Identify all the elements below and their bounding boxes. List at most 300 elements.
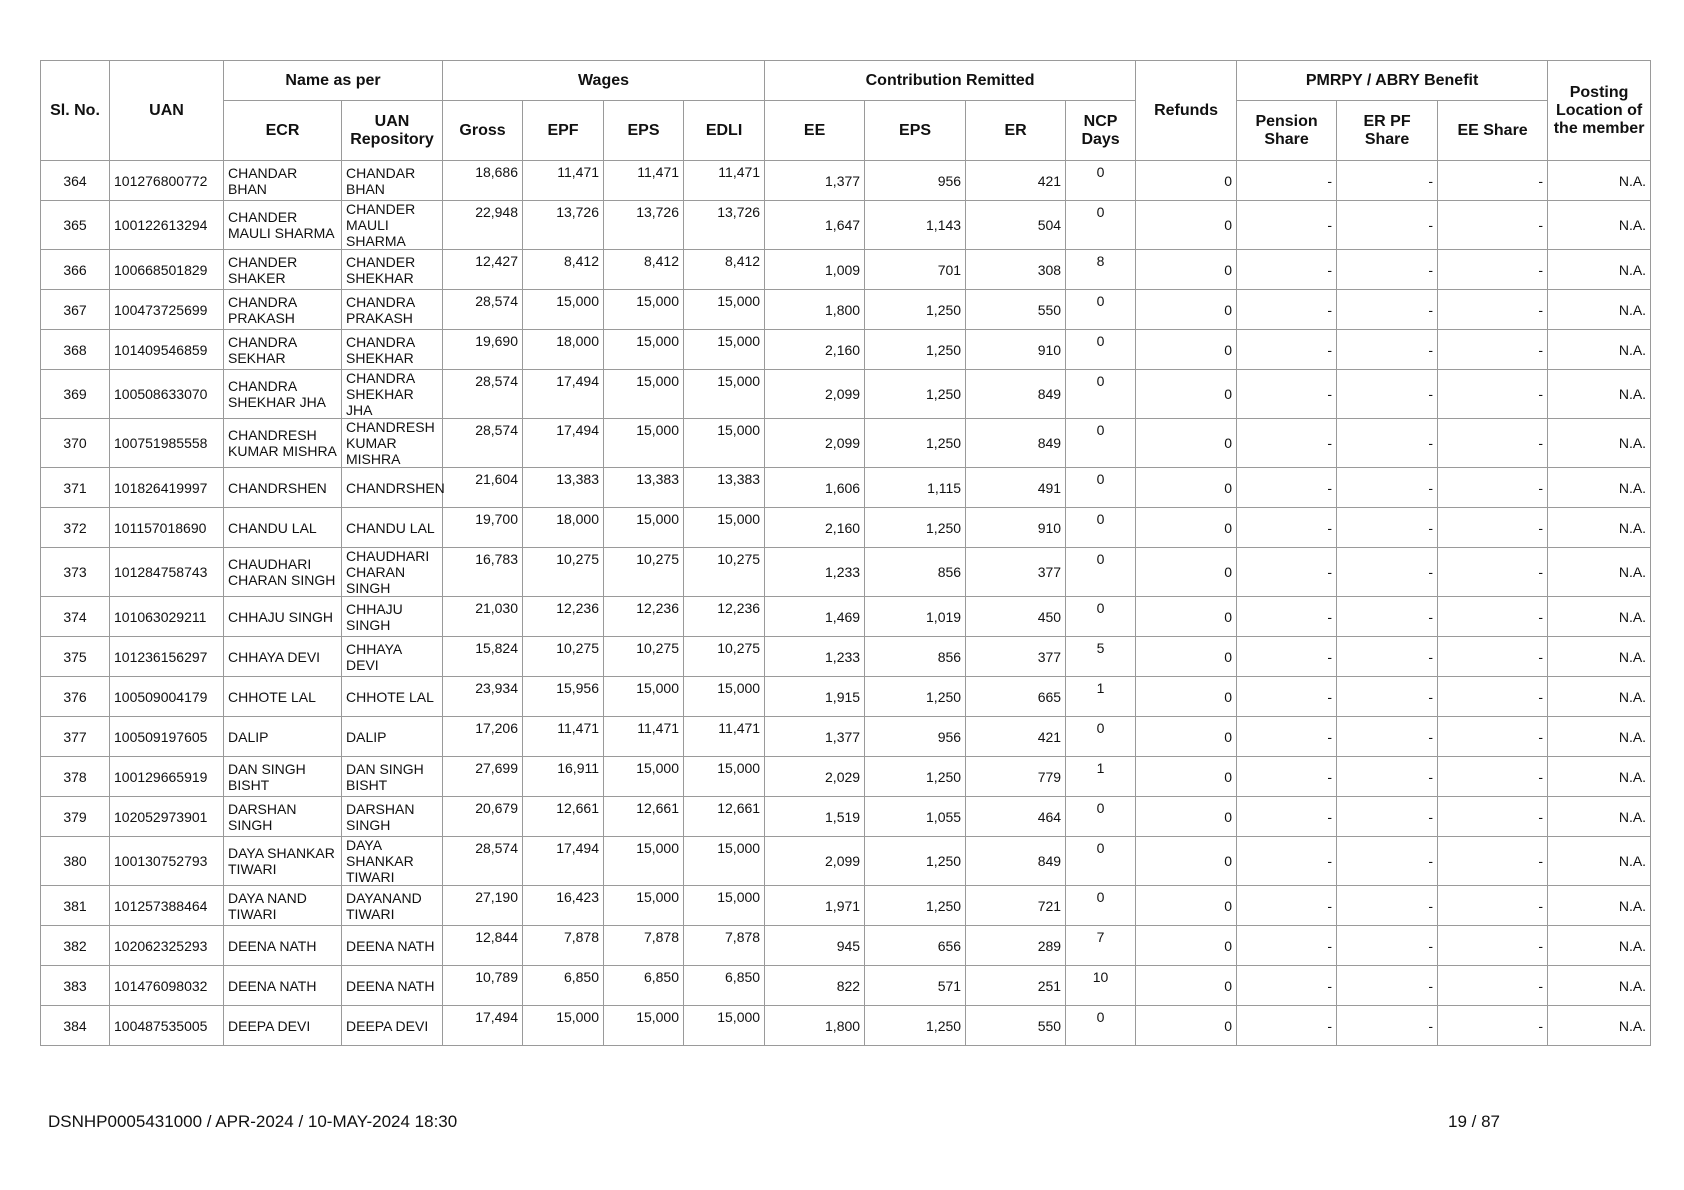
cell-refunds: 0	[1136, 419, 1237, 468]
cell-uan-repository-name: CHANDER SHEKHAR	[342, 250, 443, 290]
cell-edli: 15,000	[684, 886, 765, 926]
cell-contribution-eps: 1,250	[865, 1006, 966, 1046]
cell-edli: 11,471	[684, 717, 765, 757]
cell-edli: 12,661	[684, 797, 765, 837]
cell-epf: 10,275	[523, 637, 604, 677]
cell-ncp-days: 5	[1066, 637, 1136, 677]
cell-ecr-name: CHAUDHARI CHARAN SINGH	[224, 548, 342, 597]
cell-ee: 2,160	[765, 330, 865, 370]
cell-ncp-days: 0	[1066, 797, 1136, 837]
cell-uan-repository-name: DARSHAN SINGH	[342, 797, 443, 837]
table-row	[41, 1006, 1651, 1046]
cell-uan-repository-name: CHANDAR BHAN	[342, 161, 443, 201]
cell-sl-no: 368	[41, 330, 110, 370]
cell-gross: 27,699	[443, 757, 523, 797]
cell-uan: 101063029211	[110, 597, 224, 637]
table-row	[41, 290, 1651, 330]
cell-contribution-eps: 1,250	[865, 508, 966, 548]
cell-refunds: 0	[1136, 201, 1237, 250]
cell-ee: 2,029	[765, 757, 865, 797]
cell-epf: 17,494	[523, 419, 604, 468]
cell-ecr-name: CHHOTE LAL	[224, 677, 342, 717]
cell-gross: 27,190	[443, 886, 523, 926]
cell-uan-repository-name: CHANDRA SHEKHAR	[342, 330, 443, 370]
cell-ncp-days: 0	[1066, 548, 1136, 597]
cell-ee: 1,233	[765, 548, 865, 597]
cell-wages-eps: 15,000	[604, 370, 684, 419]
cell-ee-share: -	[1438, 419, 1548, 468]
cell-epf: 13,726	[523, 201, 604, 250]
cell-epf: 6,850	[523, 966, 604, 1006]
cell-er-pf-share: -	[1337, 290, 1438, 330]
cell-ee: 1,469	[765, 597, 865, 637]
cell-ee: 2,099	[765, 837, 865, 886]
cell-uan: 101276800772	[110, 161, 224, 201]
cell-ecr-name: DEEPA DEVI	[224, 1006, 342, 1046]
cell-uan-repository-name: CHAUDHARI CHARAN SINGH	[342, 548, 443, 597]
cell-contribution-eps: 1,250	[865, 886, 966, 926]
table-row	[41, 926, 1651, 966]
cell-uan-repository-name: CHANDRSHEN	[342, 468, 443, 508]
cell-pension-share: -	[1237, 797, 1337, 837]
cell-ee: 1,800	[765, 290, 865, 330]
cell-uan: 101476098032	[110, 966, 224, 1006]
cell-contribution-eps: 1,250	[865, 330, 966, 370]
cell-er-pf-share: -	[1337, 717, 1438, 757]
cell-epf: 18,000	[523, 330, 604, 370]
cell-er: 421	[966, 717, 1066, 757]
cell-sl-no: 372	[41, 508, 110, 548]
cell-ecr-name: CHANDER SHAKER	[224, 250, 342, 290]
cell-wages-eps: 15,000	[604, 837, 684, 886]
cell-ncp-days: 0	[1066, 370, 1136, 419]
cell-posting-location: N.A.	[1548, 637, 1651, 677]
cell-er-pf-share: -	[1337, 330, 1438, 370]
cell-ncp-days: 0	[1066, 161, 1136, 201]
cell-ecr-name: DEENA NATH	[224, 966, 342, 1006]
cell-contribution-eps: 1,115	[865, 468, 966, 508]
cell-posting-location: N.A.	[1548, 370, 1651, 419]
cell-er: 421	[966, 161, 1066, 201]
cell-ee-share: -	[1438, 1006, 1548, 1046]
cell-contribution-eps: 571	[865, 966, 966, 1006]
cell-sl-no: 375	[41, 637, 110, 677]
cell-wages-eps: 15,000	[604, 677, 684, 717]
cell-posting-location: N.A.	[1548, 677, 1651, 717]
cell-uan-repository-name: DEENA NATH	[342, 966, 443, 1006]
table-row	[41, 330, 1651, 370]
cell-uan-repository-name: DAN SINGH BISHT	[342, 757, 443, 797]
cell-uan: 102052973901	[110, 797, 224, 837]
cell-gross: 16,783	[443, 548, 523, 597]
cell-ee-share: -	[1438, 797, 1548, 837]
cell-gross: 28,574	[443, 419, 523, 468]
cell-ee: 2,099	[765, 370, 865, 419]
cell-gross: 15,824	[443, 637, 523, 677]
cell-ncp-days: 1	[1066, 757, 1136, 797]
cell-epf: 17,494	[523, 837, 604, 886]
cell-contribution-eps: 1,143	[865, 201, 966, 250]
cell-contribution-eps: 856	[865, 637, 966, 677]
cell-sl-no: 384	[41, 1006, 110, 1046]
cell-refunds: 0	[1136, 1006, 1237, 1046]
cell-refunds: 0	[1136, 161, 1237, 201]
cell-ecr-name: DAYA SHANKAR TIWARI	[224, 837, 342, 886]
cell-er-pf-share: -	[1337, 370, 1438, 419]
cell-sl-no: 371	[41, 468, 110, 508]
cell-uan-repository-name: CHHOTE LAL	[342, 677, 443, 717]
cell-er: 721	[966, 886, 1066, 926]
table-row	[41, 370, 1651, 419]
cell-refunds: 0	[1136, 757, 1237, 797]
header-er: ER	[966, 101, 1066, 161]
cell-uan-repository-name: DAYA SHANKAR TIWARI	[342, 837, 443, 886]
cell-edli: 15,000	[684, 419, 765, 468]
header-contribution-eps: EPS	[865, 101, 966, 161]
cell-uan: 101826419997	[110, 468, 224, 508]
cell-sl-no: 381	[41, 886, 110, 926]
header-wages-eps: EPS	[604, 101, 684, 161]
cell-edli: 6,850	[684, 966, 765, 1006]
cell-er-pf-share: -	[1337, 797, 1438, 837]
cell-ncp-days: 0	[1066, 886, 1136, 926]
cell-ee: 1,647	[765, 201, 865, 250]
cell-er: 849	[966, 419, 1066, 468]
cell-epf: 7,878	[523, 926, 604, 966]
cell-edli: 10,275	[684, 637, 765, 677]
cell-er-pf-share: -	[1337, 597, 1438, 637]
cell-refunds: 0	[1136, 677, 1237, 717]
cell-pension-share: -	[1237, 508, 1337, 548]
cell-posting-location: N.A.	[1548, 717, 1651, 757]
cell-pension-share: -	[1237, 886, 1337, 926]
cell-pension-share: -	[1237, 757, 1337, 797]
cell-ecr-name: DEENA NATH	[224, 926, 342, 966]
cell-uan-repository-name: CHHAJU SINGH	[342, 597, 443, 637]
cell-ncp-days: 1	[1066, 677, 1136, 717]
header-sl-no: Sl. No.	[41, 61, 110, 161]
cell-posting-location: N.A.	[1548, 250, 1651, 290]
cell-posting-location: N.A.	[1548, 548, 1651, 597]
cell-ee: 2,099	[765, 419, 865, 468]
cell-wages-eps: 13,383	[604, 468, 684, 508]
cell-pension-share: -	[1237, 161, 1337, 201]
cell-ee-share: -	[1438, 926, 1548, 966]
cell-gross: 17,206	[443, 717, 523, 757]
cell-posting-location: N.A.	[1548, 1006, 1651, 1046]
cell-ecr-name: CHANDRA PRAKASH	[224, 290, 342, 330]
header-pension-share: Pension Share	[1237, 101, 1337, 161]
cell-er-pf-share: -	[1337, 468, 1438, 508]
cell-edli: 15,000	[684, 1006, 765, 1046]
cell-posting-location: N.A.	[1548, 201, 1651, 250]
cell-sl-no: 383	[41, 966, 110, 1006]
cell-wages-eps: 8,412	[604, 250, 684, 290]
cell-epf: 12,236	[523, 597, 604, 637]
cell-wages-eps: 13,726	[604, 201, 684, 250]
cell-edli: 10,275	[684, 548, 765, 597]
cell-sl-no: 366	[41, 250, 110, 290]
cell-er-pf-share: -	[1337, 677, 1438, 717]
cell-contribution-eps: 856	[865, 548, 966, 597]
cell-edli: 15,000	[684, 757, 765, 797]
header-er-pf-share: ER PF Share	[1337, 101, 1438, 161]
cell-uan: 100130752793	[110, 837, 224, 886]
cell-contribution-eps: 1,250	[865, 677, 966, 717]
cell-contribution-eps: 1,250	[865, 290, 966, 330]
cell-epf: 10,275	[523, 548, 604, 597]
cell-contribution-eps: 656	[865, 926, 966, 966]
cell-ncp-days: 0	[1066, 290, 1136, 330]
cell-refunds: 0	[1136, 637, 1237, 677]
cell-refunds: 0	[1136, 370, 1237, 419]
ecr-contribution-table	[40, 60, 1651, 1046]
cell-refunds: 0	[1136, 886, 1237, 926]
cell-ee: 1,377	[765, 161, 865, 201]
header-wages: Wages	[443, 61, 765, 101]
cell-uan: 100122613294	[110, 201, 224, 250]
cell-ee: 822	[765, 966, 865, 1006]
cell-er: 665	[966, 677, 1066, 717]
cell-refunds: 0	[1136, 797, 1237, 837]
header-pmrpy-abry: PMRPY / ABRY Benefit	[1237, 61, 1548, 101]
cell-er: 910	[966, 330, 1066, 370]
cell-refunds: 0	[1136, 717, 1237, 757]
cell-er: 251	[966, 966, 1066, 1006]
cell-ecr-name: CHANDRESH KUMAR MISHRA	[224, 419, 342, 468]
cell-posting-location: N.A.	[1548, 926, 1651, 966]
document-reference: DSNHP0005431000 / APR-2024 / 10-MAY-2024 18:30	[48, 1112, 458, 1131]
cell-edli: 13,383	[684, 468, 765, 508]
cell-ee-share: -	[1438, 468, 1548, 508]
cell-epf: 13,383	[523, 468, 604, 508]
cell-ee: 1,519	[765, 797, 865, 837]
cell-ee-share: -	[1438, 597, 1548, 637]
cell-gross: 12,427	[443, 250, 523, 290]
cell-uan: 100473725699	[110, 290, 224, 330]
cell-ncp-days: 0	[1066, 330, 1136, 370]
cell-uan: 101284758743	[110, 548, 224, 597]
cell-refunds: 0	[1136, 597, 1237, 637]
cell-posting-location: N.A.	[1548, 757, 1651, 797]
cell-contribution-eps: 1,055	[865, 797, 966, 837]
cell-wages-eps: 15,000	[604, 1006, 684, 1046]
cell-ee: 1,233	[765, 637, 865, 677]
cell-sl-no: 374	[41, 597, 110, 637]
cell-ecr-name: DAYA NAND TIWARI	[224, 886, 342, 926]
header-ecr: ECR	[224, 101, 342, 161]
cell-ee: 1,606	[765, 468, 865, 508]
cell-sl-no: 367	[41, 290, 110, 330]
cell-ee-share: -	[1438, 161, 1548, 201]
cell-edli: 15,000	[684, 330, 765, 370]
cell-uan: 101236156297	[110, 637, 224, 677]
cell-er-pf-share: -	[1337, 926, 1438, 966]
cell-ecr-name: DALIP	[224, 717, 342, 757]
cell-er: 289	[966, 926, 1066, 966]
header-name-as-per: Name as per	[224, 61, 443, 101]
cell-edli: 15,000	[684, 837, 765, 886]
cell-ee-share: -	[1438, 290, 1548, 330]
cell-gross: 20,679	[443, 797, 523, 837]
cell-contribution-eps: 1,250	[865, 419, 966, 468]
cell-uan: 101157018690	[110, 508, 224, 548]
cell-ee: 1,377	[765, 717, 865, 757]
cell-uan: 100668501829	[110, 250, 224, 290]
table-row	[41, 717, 1651, 757]
cell-ee-share: -	[1438, 677, 1548, 717]
cell-er-pf-share: -	[1337, 886, 1438, 926]
cell-er: 910	[966, 508, 1066, 548]
cell-refunds: 0	[1136, 290, 1237, 330]
cell-uan: 100487535005	[110, 1006, 224, 1046]
cell-epf: 15,956	[523, 677, 604, 717]
cell-ee-share: -	[1438, 250, 1548, 290]
table-row	[41, 677, 1651, 717]
cell-er: 377	[966, 637, 1066, 677]
cell-epf: 8,412	[523, 250, 604, 290]
cell-er: 491	[966, 468, 1066, 508]
cell-contribution-eps: 956	[865, 161, 966, 201]
cell-ncp-days: 10	[1066, 966, 1136, 1006]
cell-uan: 102062325293	[110, 926, 224, 966]
cell-sl-no: 373	[41, 548, 110, 597]
cell-sl-no: 370	[41, 419, 110, 468]
cell-uan-repository-name: CHANDU LAL	[342, 508, 443, 548]
cell-sl-no: 379	[41, 797, 110, 837]
cell-gross: 19,700	[443, 508, 523, 548]
cell-pension-share: -	[1237, 201, 1337, 250]
cell-refunds: 0	[1136, 250, 1237, 290]
cell-edli: 7,878	[684, 926, 765, 966]
cell-er: 550	[966, 290, 1066, 330]
cell-uan-repository-name: CHANDRA SHEKHAR JHA	[342, 370, 443, 419]
cell-epf: 16,911	[523, 757, 604, 797]
cell-pension-share: -	[1237, 597, 1337, 637]
cell-ee-share: -	[1438, 330, 1548, 370]
cell-er: 377	[966, 548, 1066, 597]
cell-posting-location: N.A.	[1548, 419, 1651, 468]
cell-posting-location: N.A.	[1548, 290, 1651, 330]
cell-ee-share: -	[1438, 548, 1548, 597]
cell-edli: 15,000	[684, 677, 765, 717]
cell-edli: 15,000	[684, 508, 765, 548]
cell-ecr-name: CHANDER MAULI SHARMA	[224, 201, 342, 250]
cell-ncp-days: 0	[1066, 837, 1136, 886]
cell-uan: 100751985558	[110, 419, 224, 468]
cell-sl-no: 378	[41, 757, 110, 797]
cell-refunds: 0	[1136, 548, 1237, 597]
cell-edli: 12,236	[684, 597, 765, 637]
cell-pension-share: -	[1237, 548, 1337, 597]
cell-ee-share: -	[1438, 370, 1548, 419]
cell-er: 849	[966, 370, 1066, 419]
cell-ncp-days: 7	[1066, 926, 1136, 966]
cell-sl-no: 377	[41, 717, 110, 757]
cell-uan-repository-name: CHANDRESH KUMAR MISHRA	[342, 419, 443, 468]
cell-ecr-name: CHANDRSHEN	[224, 468, 342, 508]
cell-ee: 945	[765, 926, 865, 966]
cell-posting-location: N.A.	[1548, 161, 1651, 201]
table-row	[41, 548, 1651, 597]
cell-edli: 8,412	[684, 250, 765, 290]
header-ee: EE	[765, 101, 865, 161]
cell-er-pf-share: -	[1337, 1006, 1438, 1046]
cell-refunds: 0	[1136, 966, 1237, 1006]
cell-er-pf-share: -	[1337, 837, 1438, 886]
cell-wages-eps: 11,471	[604, 161, 684, 201]
cell-pension-share: -	[1237, 926, 1337, 966]
cell-er: 450	[966, 597, 1066, 637]
cell-uan: 101409546859	[110, 330, 224, 370]
cell-posting-location: N.A.	[1548, 837, 1651, 886]
table-row	[41, 161, 1651, 201]
cell-ee-share: -	[1438, 886, 1548, 926]
table-row	[41, 966, 1651, 1006]
cell-pension-share: -	[1237, 677, 1337, 717]
cell-sl-no: 365	[41, 201, 110, 250]
cell-ecr-name: DARSHAN SINGH	[224, 797, 342, 837]
cell-ee-share: -	[1438, 837, 1548, 886]
cell-er: 464	[966, 797, 1066, 837]
cell-ncp-days: 0	[1066, 419, 1136, 468]
header-ncp-days: NCP Days	[1066, 101, 1136, 161]
cell-wages-eps: 7,878	[604, 926, 684, 966]
cell-uan-repository-name: DEEPA DEVI	[342, 1006, 443, 1046]
header-ee-share: EE Share	[1438, 101, 1548, 161]
table-body	[41, 161, 1651, 1046]
cell-gross: 12,844	[443, 926, 523, 966]
header-posting-location: Posting Location of the member	[1548, 61, 1651, 161]
cell-contribution-eps: 1,250	[865, 370, 966, 419]
cell-ncp-days: 0	[1066, 508, 1136, 548]
cell-wages-eps: 15,000	[604, 419, 684, 468]
cell-ecr-name: CHANDRA SHEKHAR JHA	[224, 370, 342, 419]
cell-wages-eps: 10,275	[604, 548, 684, 597]
cell-wages-eps: 15,000	[604, 508, 684, 548]
cell-uan-repository-name: CHANDRA PRAKASH	[342, 290, 443, 330]
cell-epf: 16,423	[523, 886, 604, 926]
cell-wages-eps: 15,000	[604, 886, 684, 926]
cell-ee: 1,800	[765, 1006, 865, 1046]
cell-wages-eps: 11,471	[604, 717, 684, 757]
header-epf: EPF	[523, 101, 604, 161]
cell-er: 849	[966, 837, 1066, 886]
cell-wages-eps: 6,850	[604, 966, 684, 1006]
cell-posting-location: N.A.	[1548, 508, 1651, 548]
cell-uan: 100509197605	[110, 717, 224, 757]
cell-epf: 17,494	[523, 370, 604, 419]
cell-contribution-eps: 701	[865, 250, 966, 290]
cell-gross: 22,948	[443, 201, 523, 250]
cell-er-pf-share: -	[1337, 419, 1438, 468]
header-uan: UAN	[110, 61, 224, 161]
cell-posting-location: N.A.	[1548, 597, 1651, 637]
cell-gross: 18,686	[443, 161, 523, 201]
cell-refunds: 0	[1136, 837, 1237, 886]
header-uan-repository: UAN Repository	[342, 101, 443, 161]
cell-ecr-name: CHANDAR BHAN	[224, 161, 342, 201]
cell-ee-share: -	[1438, 637, 1548, 677]
cell-ee: 1,009	[765, 250, 865, 290]
cell-posting-location: N.A.	[1548, 886, 1651, 926]
cell-pension-share: -	[1237, 370, 1337, 419]
cell-refunds: 0	[1136, 926, 1237, 966]
cell-ncp-days: 0	[1066, 468, 1136, 508]
cell-er-pf-share: -	[1337, 637, 1438, 677]
cell-epf: 15,000	[523, 290, 604, 330]
cell-pension-share: -	[1237, 419, 1337, 468]
